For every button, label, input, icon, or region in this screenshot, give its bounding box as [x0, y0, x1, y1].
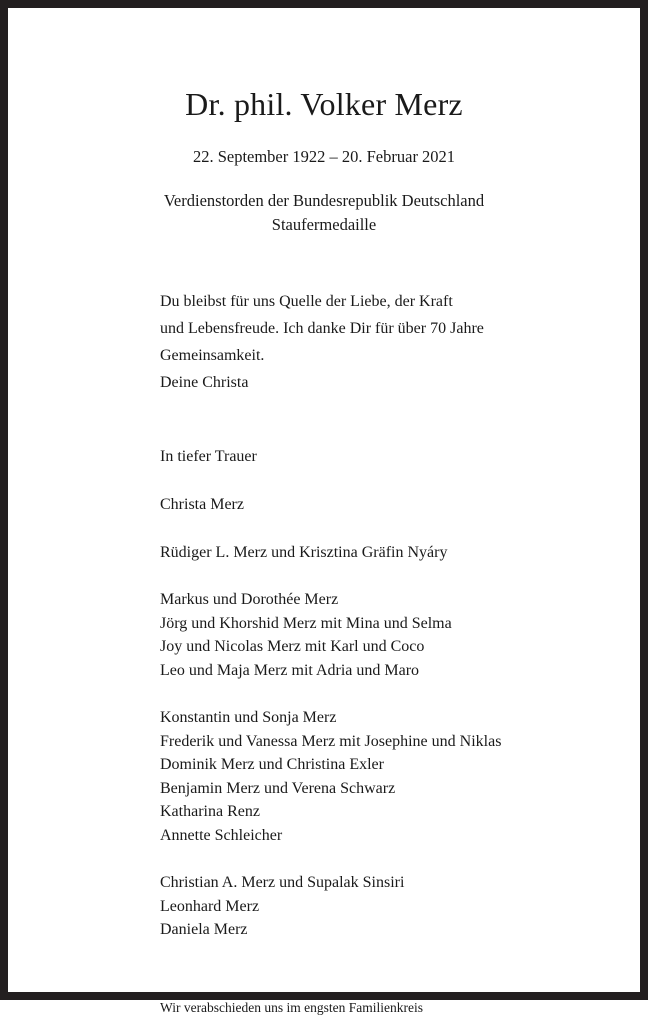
mourner-group: [160, 541, 600, 565]
verse-line: Gemeinsamkeit.: [160, 346, 265, 364]
verse-line: und Lebensfreude. Ich danke Dir für über 70 Jahre: [160, 319, 484, 337]
mourner-group: [160, 871, 600, 942]
closing-note: Wir verabschieden uns im engsten Familienkreis: [160, 999, 424, 1015]
mourner-line: Christa Merz: [160, 496, 244, 514]
mourner-line: Rüdiger L. Merz und Krisztina Gräfin Nyáry: [160, 543, 448, 561]
mourner-line: Markus und Dorothée Merz: [160, 591, 339, 609]
mourner-group: [160, 706, 600, 847]
mourner-group: [160, 493, 600, 517]
memorial-verse: [160, 289, 600, 397]
honors-list: [8, 189, 640, 237]
mourner-line: Annette Schleicher: [160, 826, 283, 844]
honor-item: Staufermedaille: [271, 215, 377, 235]
life-dates: 22. September 1922 – 20. Februar 2021: [192, 146, 456, 166]
mourner-line: Konstantin und Sonja Merz: [160, 709, 337, 727]
verse-line: Deine Christa: [160, 373, 249, 391]
mourner-line: Benjamin Merz und Verena Schwarz: [160, 779, 396, 797]
mourner-line: Daniela Merz: [160, 921, 248, 939]
mourner-line: Frederik und Vanessa Merz mit Josephine und Niklas: [160, 732, 502, 750]
mourner-line: Joy und Nicolas Merz mit Karl und Coco: [160, 638, 425, 656]
mourner-line: Dominik Merz und Christina Exler: [160, 756, 384, 774]
mourning-intro: In tiefer Trauer: [160, 447, 257, 465]
verse-line: Du bleibst für uns Quelle der Liebe, der Kraft: [160, 293, 453, 311]
notice-header: [8, 8, 640, 237]
mourner-line: Jörg und Khorshid Merz mit Mina und Selma: [160, 614, 452, 632]
mourner-line: Katharina Renz: [160, 803, 260, 821]
honor-item: Verdienstorden der Bundesrepublik Deutschland: [163, 191, 485, 211]
notice-page: [8, 8, 640, 1015]
mourner-line: Leonhard Merz: [160, 897, 260, 915]
mourner-line: Christian A. Merz und Supalak Sinsiri: [160, 874, 405, 892]
mourner-line: Leo und Maja Merz mit Adria und Maro: [160, 661, 420, 679]
mourner-group: [160, 588, 600, 682]
deceased-name: Dr. phil. Volker Merz: [185, 86, 463, 122]
notice-body: [160, 289, 600, 1018]
